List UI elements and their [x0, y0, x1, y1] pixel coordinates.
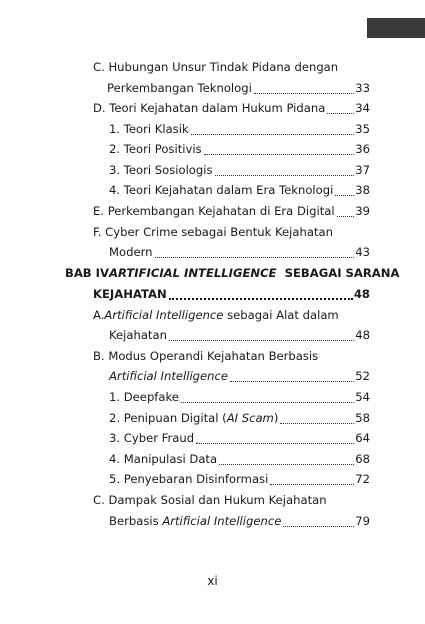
toc-label: C. Hubungan Unsur Tindak Pidana dengan	[93, 60, 339, 74]
toc-label: 2. Teori Positivis	[109, 142, 202, 156]
dot-leader	[327, 112, 354, 114]
toc-page: 72	[355, 472, 370, 486]
toc-page: 39	[355, 204, 370, 218]
toc-chapter-kejahatan[interactable]	[93, 284, 370, 304]
toc-entry-teori-era-teknologi[interactable]	[109, 180, 370, 200]
toc-entry-kejahatan[interactable]	[109, 325, 370, 345]
dot-leader	[191, 133, 355, 135]
dot-leader	[219, 463, 354, 465]
toc-entry-deepfake[interactable]	[109, 387, 370, 407]
dot-leader	[204, 153, 355, 155]
toc-page: 35	[355, 122, 370, 136]
dot-leader	[181, 401, 354, 403]
toc-label: D. Teori Kejahatan dalam Hukum Pidana	[93, 101, 326, 115]
toc-label: 1. Teori Klasik	[109, 122, 189, 136]
toc-label-post: sebagai Alat dalam	[223, 308, 339, 322]
toc-label-post: )	[273, 411, 279, 425]
toc-page: 33	[355, 81, 370, 95]
toc-label-pre: BAB IV	[65, 266, 109, 280]
toc-entry-cyber-fraud[interactable]	[109, 428, 370, 448]
toc-label: 1. Deepfake	[109, 390, 179, 404]
dot-leader	[337, 215, 355, 217]
toc-entry-penyebaran-disinformasi[interactable]	[109, 469, 370, 489]
dot-leader	[169, 339, 354, 341]
toc-entry-f-cyber-crime[interactable]	[93, 222, 333, 242]
dot-leader	[196, 442, 354, 444]
toc-label: Perkembangan Teknologi	[107, 81, 252, 95]
toc-label-pre: Berbasis	[109, 514, 163, 528]
toc-entry-perkembangan-teknologi[interactable]	[107, 78, 370, 98]
toc-page: 54	[355, 390, 370, 404]
toc-label: 4. Manipulasi Data	[109, 452, 218, 466]
toc-page: 38	[355, 183, 370, 197]
toc-entry-d-teori-kejahatan[interactable]	[93, 98, 370, 118]
toc-page: 48	[353, 287, 370, 301]
toc-label-italic: Artificial Intelligence	[104, 308, 224, 322]
toc-label-italic: Artificial Intelligence	[109, 369, 229, 383]
toc-page: 52	[355, 369, 370, 383]
toc-entry-e-perkembangan-kejahatan[interactable]	[93, 201, 370, 221]
toc-page: 34	[355, 101, 370, 115]
toc-entry-modern[interactable]	[109, 242, 370, 262]
toc-page: 64	[355, 431, 370, 445]
toc-entry-teori-positivis[interactable]	[109, 139, 370, 159]
toc-label: 3. Teori Sosiologis	[109, 163, 213, 177]
toc-label-italic: ARTIFICIAL INTELLIGENCE	[108, 266, 277, 280]
toc-entry-teori-sosiologis[interactable]	[109, 160, 370, 180]
dot-leader	[283, 525, 354, 527]
toc-label: Kejahatan	[109, 328, 167, 342]
toc-entry-b-modus-operandi[interactable]	[93, 346, 318, 366]
toc-entry-berbasis-ai[interactable]	[109, 511, 370, 531]
dot-leader	[335, 194, 354, 196]
dot-leader	[169, 297, 353, 300]
dot-leader	[155, 256, 355, 258]
toc-entry-manipulasi-data[interactable]	[109, 449, 370, 469]
toc-label: F. Cyber Crime sebagai Bentuk Kejahatan	[93, 225, 333, 239]
toc-page: 79	[355, 514, 370, 528]
toc-entry-penipuan-digital[interactable]	[109, 408, 370, 428]
toc-label: 5. Penyebaran Disinformasi	[109, 472, 269, 486]
toc-label-pre: 2. Penipuan Digital (	[109, 411, 227, 425]
toc-page: 68	[355, 452, 370, 466]
toc-label: B. Modus Operandi Kejahatan Berbasis	[93, 349, 319, 363]
toc-page: 48	[355, 328, 370, 342]
toc-label: C. Dampak Sosial dan Hukum Kejahatan	[93, 493, 327, 507]
toc-page: 58	[355, 411, 370, 425]
toc-entry-teori-klasik[interactable]	[109, 119, 370, 139]
toc-entry-ai-basis[interactable]	[109, 366, 370, 386]
toc-chapter-bab-iv[interactable]	[65, 263, 399, 283]
toc-label: KEJAHATAN	[93, 287, 167, 301]
dot-leader	[280, 422, 354, 424]
dot-leader	[215, 174, 355, 176]
dot-leader	[270, 483, 354, 485]
toc-entry-a-ai-alat[interactable]	[93, 305, 339, 325]
dot-leader	[254, 92, 354, 94]
page-number: xi	[207, 574, 218, 588]
toc-label-pre: A.	[93, 308, 105, 322]
toc-label: Modern	[109, 245, 153, 259]
dot-leader	[230, 380, 354, 382]
toc-page: 37	[355, 163, 370, 177]
toc-page: 43	[355, 245, 370, 259]
page-corner-tab	[367, 18, 425, 38]
toc-label: 3. Cyber Fraud	[109, 431, 195, 445]
toc-label-italic: Artificial Intelligence	[162, 514, 282, 528]
toc-entry-c-dampak-sosial[interactable]	[93, 490, 327, 510]
toc-label-post: SEBAGAI SARANA	[276, 266, 400, 280]
toc-label: 4. Teori Kejahatan dalam Era Teknologi	[109, 183, 334, 197]
toc-label: E. Perkembangan Kejahatan di Era Digital	[93, 204, 335, 218]
toc-entry-c-hubungan[interactable]	[93, 57, 338, 77]
toc-page: 36	[355, 142, 370, 156]
toc-label-italic: AI Scam	[226, 411, 274, 425]
